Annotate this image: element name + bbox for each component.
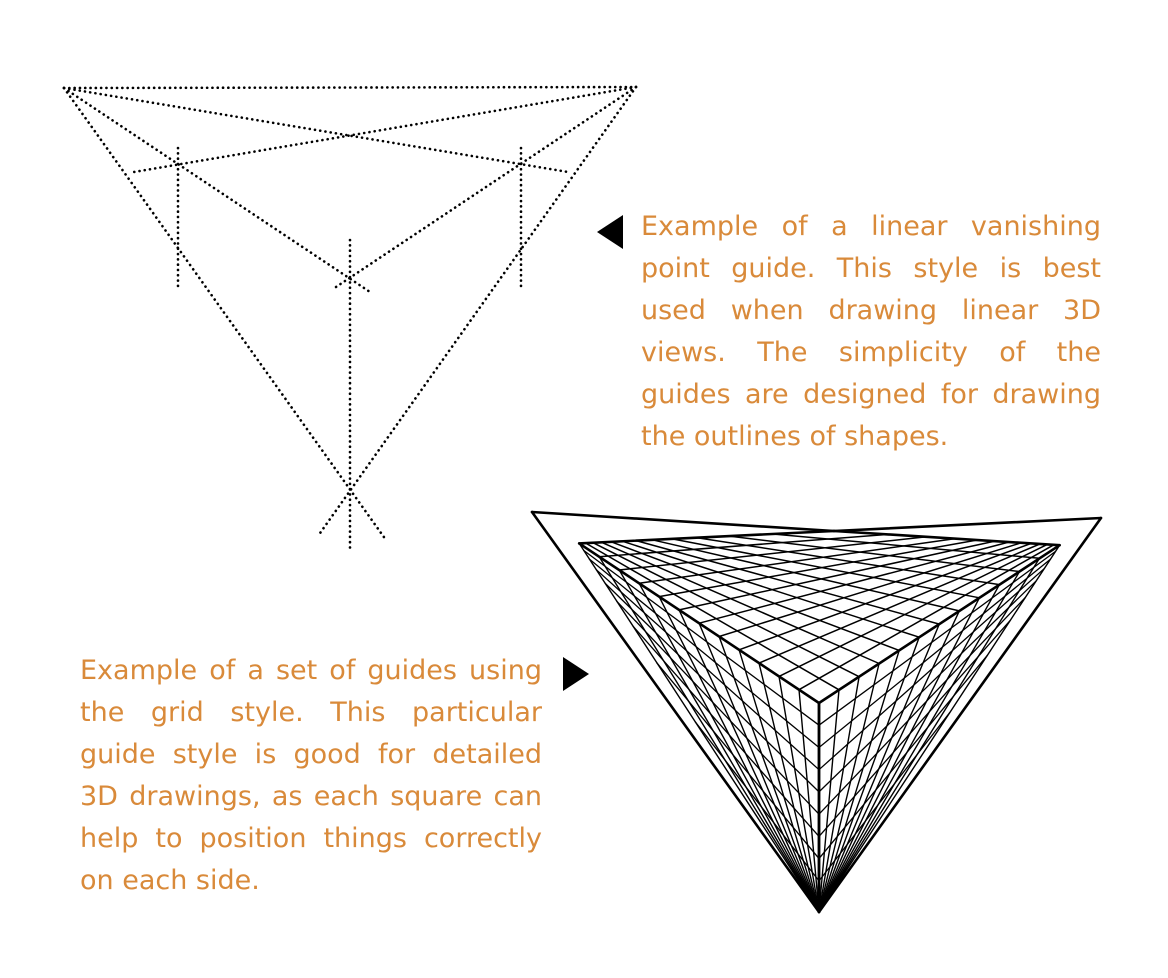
grid-line xyxy=(819,558,1040,912)
grid-line xyxy=(799,545,1054,690)
grid-guide-illustration xyxy=(500,480,1168,940)
guide-line xyxy=(318,87,636,536)
grid-line xyxy=(619,570,819,912)
grid-line xyxy=(699,623,819,912)
grid-line xyxy=(633,626,819,836)
grid-line xyxy=(819,664,879,913)
guide-line xyxy=(134,87,636,172)
guide-line xyxy=(64,87,636,88)
guide-line xyxy=(64,88,370,292)
grid-line xyxy=(617,601,819,814)
guide-line xyxy=(64,88,386,540)
grid-line xyxy=(611,542,899,651)
grid-line xyxy=(699,542,1009,623)
grid-line xyxy=(586,543,839,690)
guide-line xyxy=(64,88,568,172)
grid-line xyxy=(819,572,1020,913)
guide-line xyxy=(336,87,636,287)
grid-line xyxy=(639,539,955,584)
grid-line xyxy=(584,551,819,726)
grid-line xyxy=(739,543,1031,649)
grid-line xyxy=(605,583,819,792)
right-triangle-pointer-icon xyxy=(563,657,589,691)
grid-line xyxy=(532,512,1060,545)
grid-line xyxy=(819,598,1025,815)
linear-guide-caption: Example of a linear vanishing point guide. This style is best used when drawing linear 3D views. The simplicity of the guides are designed for drawing the outlines of shapes. xyxy=(641,211,1101,452)
grid-guide-caption: Example of a set of guides using the grid style. This particular guide style is good for detailed 3D drawings, as each square can help to position things correctly on each side. xyxy=(80,655,542,896)
grid-lines xyxy=(532,512,1101,912)
grid-line xyxy=(819,621,1010,837)
left-triangle-pointer-icon xyxy=(597,215,623,249)
grid-line xyxy=(657,663,819,859)
